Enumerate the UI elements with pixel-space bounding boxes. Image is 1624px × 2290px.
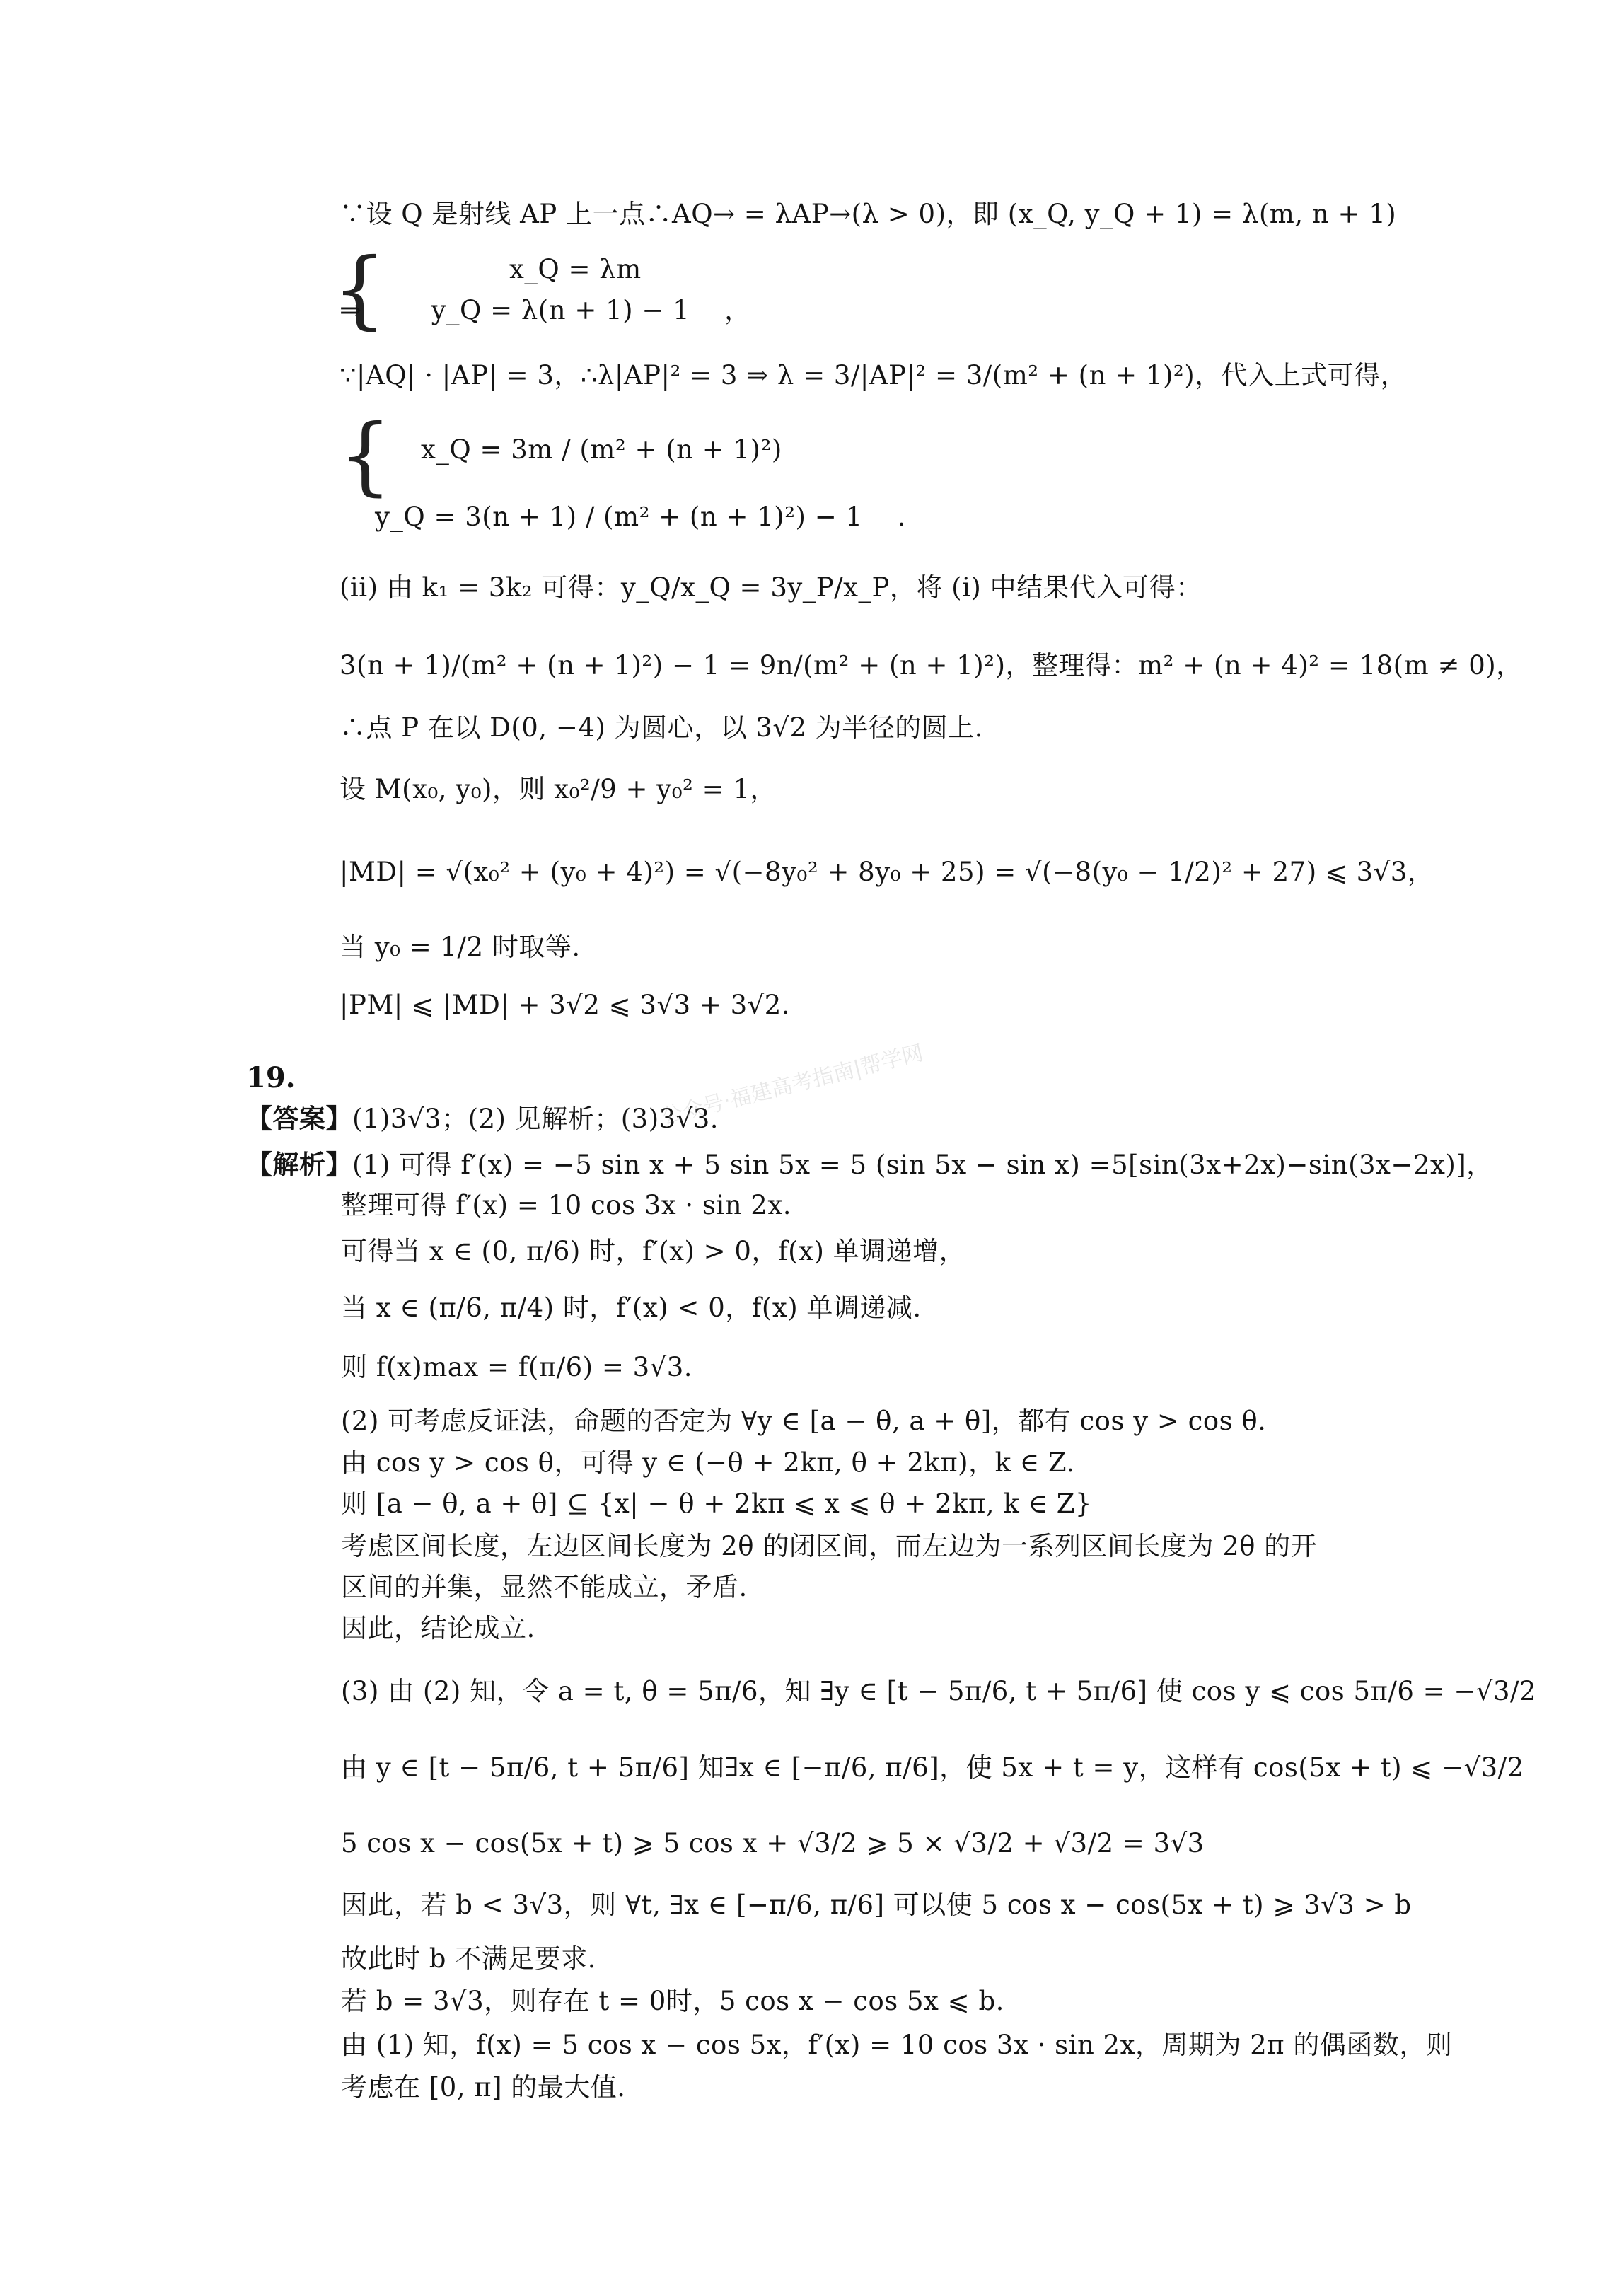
analysis-step-8: 则 [a − θ, a + θ] ⊆ {x| − θ + 2kπ ⩽ x ⩽ θ + 2kπ, k ∈ Z} [341,1488,1092,1519]
analysis-tag: 【解析】 [246,1149,352,1180]
analysis-step-2: 整理可得 f′(x) = 10 cos 3x · sin 2x. [341,1190,791,1220]
analysis-step-16: 故此时 b 不满足要求. [341,1943,596,1974]
analysis-step-5: 则 f(x)max = f(π/6) = 3√3. [341,1352,693,1382]
analysis-step-1: (1) 可得 f′(x) = −5 sin x + 5 sin 5x = 5 (sin 5x − sin x) =5[sin(3x+2x)−sin(3x−2x)]， [352,1150,1493,1180]
left-brace-1: { [332,241,387,339]
analysis-step-13: 由 y ∈ [t − 5π/6, t + 5π/6] 知∃x ∈ [−π/6, π/6]，使 5x + t = y，这样有 cos(5x + t) ⩽ −√3/2 [341,1752,1524,1783]
watermark: 公众号·福建高考指南|帮学网 [659,1040,926,1130]
derivation-line-11: |PM| ⩽ |MD| + 3√2 ⩽ 3√3 + 3√2. [340,990,791,1020]
analysis-step-6: (2) 可考虑反证法，命题的否定为 ∀y ∈ [a − θ, a + θ]，都有 cos y > cos θ. [341,1406,1267,1436]
question-number: 19. [246,1061,296,1094]
derivation-line-7: ∴点 P 在以 D(0, −4) 为圆心，以 3√2 为半径的圆上. [340,712,984,743]
derivation-line-5: (ii) 由 k₁ = 3k₂ 可得：y_Q/x_Q = 3y_P/x_P，将 (i) 中结果代入可得： [340,572,1202,603]
analysis-step-12: (3) 由 (2) 知，令 a = t, θ = 5π/6，知 ∃y ∈ [t − 5π/6, t + 5π/6] 使 cos y ⩽ cos 5π/6 = −√3/2 [341,1676,1537,1706]
derivation-line-6: 3(n + 1)/(m² + (n + 1)²) − 1 = 9n/(m² + (n + 1)²)，整理得：m² + (n + 4)² = 18(m ≠ 0)， [340,650,1523,681]
derivation-line-10: 当 y₀ = 1/2 时取等. [340,932,581,962]
analysis-step-11: 因此，结论成立. [341,1613,535,1643]
analysis-step-14: 5 cos x − cos(5x + t) ⩾ 5 cos x + √3/2 ⩾ 5 × √3/2 + √3/2 = 3√3 [341,1828,1205,1858]
derivation-line-2a: x_Q = λm [509,254,642,284]
analysis-step-3: 可得当 x ∈ (0, π/6) 时，f′(x) > 0，f(x) 单调递增， [341,1236,966,1266]
analysis-step-4: 当 x ∈ (π/6, π/4) 时，f′(x) < 0，f(x) 单调递减. [341,1293,922,1323]
analysis-step-15: 因此，若 b < 3√3，则 ∀t, ∃x ∈ [−π/6, π/6] 可以使 5 cos x − cos(5x + t) ⩾ 3√3 > b [341,1890,1412,1920]
analysis-line-1 [246,1150,1493,1181]
analysis-step-10: 区间的并集，显然不能成立，矛盾. [341,1572,748,1602]
derivation-line-8: 设 M(x₀, y₀)，则 x₀²/9 + y₀² = 1， [340,774,777,804]
answer-tag: 【答案】 [246,1103,352,1134]
answer-text: (1)3√3；(2) 见解析；(3)3√3. [352,1104,719,1134]
left-brace-2: { [338,407,393,505]
answer-line [246,1104,719,1135]
derivation-line-4a: x_Q = 3m / (m² + (n + 1)²) [421,434,782,465]
analysis-step-17: 若 b = 3√3，则存在 t = 0时，5 cos x − cos 5x ⩽ b. [341,1986,1004,2016]
analysis-step-19: 考虑在 [0, π] 的最大值. [341,2072,626,2103]
analysis-step-9: 考虑区间长度，左边区间长度为 2θ 的闭区间，而左边为一系列区间长度为 2θ 的开 [341,1531,1318,1561]
derivation-line-3: ∵|AQ| · |AP| = 3，∴λ|AP|² = 3 ⇒ λ = 3/|AP|² = 3/(m² + (n + 1)²)，代入上式可得， [340,360,1408,391]
derivation-line-9: |MD| = √(x₀² + (y₀ + 4)²) = √(−8y₀² + 8y₀ + 25) = √(−8(y₀ − 1/2)² + 27) ⩽ 3√3， [340,857,1434,887]
analysis-step-18: 由 (1) 知，f(x) = 5 cos x − cos 5x，f′(x) = 10 cos 3x · sin 2x，周期为 2π 的偶函数，则 [341,2030,1453,2060]
derivation-line-4b: y_Q = 3(n + 1) / (m² + (n + 1)²) − 1 . [375,502,906,532]
derivation-line-2b: ⇒ y_Q = λ(n + 1) − 1 ， [340,295,751,325]
analysis-step-7: 由 cos y > cos θ，可得 y ∈ (−θ + 2kπ, θ + 2kπ)，k ∈ Z. [341,1447,1075,1478]
derivation-line-1: ∵设 Q 是射线 AP 上一点∴AQ→ = λAP→(λ > 0)，即 (x_Q, y_Q + 1) = λ(m, n + 1) [340,199,1397,229]
